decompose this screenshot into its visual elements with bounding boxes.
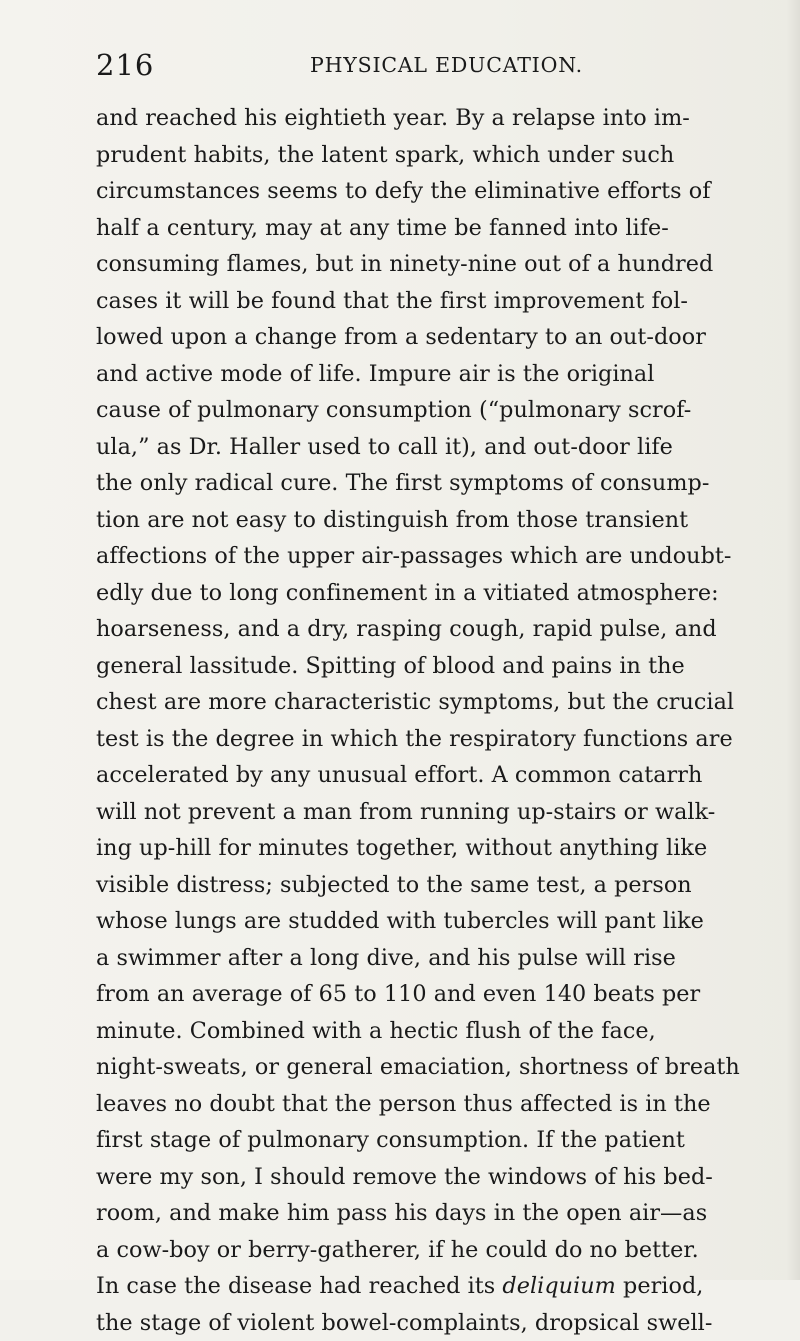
text-line: prudent habits, the latent spark, which under such xyxy=(96,137,796,174)
text-line: hoarseness, and a dry, rasping cough, rapid pulse, and xyxy=(96,611,796,648)
text-line: half a century, may at any time be fanned into life- xyxy=(96,210,796,247)
page-number: 216 xyxy=(96,45,154,85)
text-line: affections of the upper air-passages which are undoubt- xyxy=(96,538,796,575)
text-line: from an average of 65 to 110 and even 140 beats per xyxy=(96,976,796,1013)
text-line: ing up-hill for minutes together, without anything like xyxy=(96,830,796,867)
text-segment: period, xyxy=(616,1273,704,1299)
text-line xyxy=(96,1268,796,1305)
text-line: ula,” as Dr. Haller used to call it), and out-door life xyxy=(96,429,796,466)
text-line: will not prevent a man from running up-stairs or walk- xyxy=(96,794,796,831)
text-line: consuming flames, but in ninety-nine out of a hundred xyxy=(96,246,796,283)
text-line: whose lungs are studded with tubercles will pant like xyxy=(96,903,796,940)
text-line: and reached his eightieth year. By a relapse into im- xyxy=(96,100,796,137)
text-line: accelerated by any unusual effort. A common catarrh xyxy=(96,757,796,794)
text-line: circumstances seems to defy the eliminative efforts of xyxy=(96,173,796,210)
text-line: lowed upon a change from a sedentary to an out-door xyxy=(96,319,796,356)
text-line: tion are not easy to distinguish from those transient xyxy=(96,502,796,539)
text-line: cause of pulmonary consumption (“pulmonary scrof- xyxy=(96,392,796,429)
italic-term: deliquium xyxy=(502,1273,615,1299)
running-head: PHYSICAL EDUCATION. xyxy=(310,45,583,85)
page-header xyxy=(96,45,720,85)
text-line: a cow-boy or berry-gatherer, if he could do no better. xyxy=(96,1232,796,1269)
text-line: were my son, I should remove the windows of his bed- xyxy=(96,1159,796,1196)
text-line: edly due to long confinement in a vitiated atmosphere: xyxy=(96,575,796,612)
text-line: night-sweats, or general emaciation, shortness of breath xyxy=(96,1049,796,1086)
text-line: test is the degree in which the respiratory functions are xyxy=(96,721,796,758)
text-segment: In case the disease had reached its xyxy=(96,1273,502,1299)
text-line: the stage of violent bowel-complaints, dropsical swell- xyxy=(96,1305,796,1341)
text-line: general lassitude. Spitting of blood and pains in the xyxy=(96,648,796,685)
text-line: cases it will be found that the first improvement fol- xyxy=(96,283,796,320)
text-line: the only radical cure. The first symptoms of consump- xyxy=(96,465,796,502)
text-line: minute. Combined with a hectic flush of the face, xyxy=(96,1013,796,1050)
body-text xyxy=(96,100,796,1341)
text-line: leaves no doubt that the person thus affected is in the xyxy=(96,1086,796,1123)
text-line: first stage of pulmonary consumption. If the patient xyxy=(96,1122,796,1159)
text-line: room, and make him pass his days in the open air—as xyxy=(96,1195,796,1232)
text-line: chest are more characteristic symptoms, but the crucial xyxy=(96,684,796,721)
text-line: and active mode of life. Impure air is the original xyxy=(96,356,796,393)
text-line: visible distress; subjected to the same test, a person xyxy=(96,867,796,904)
text-line: a swimmer after a long dive, and his pulse will rise xyxy=(96,940,796,977)
